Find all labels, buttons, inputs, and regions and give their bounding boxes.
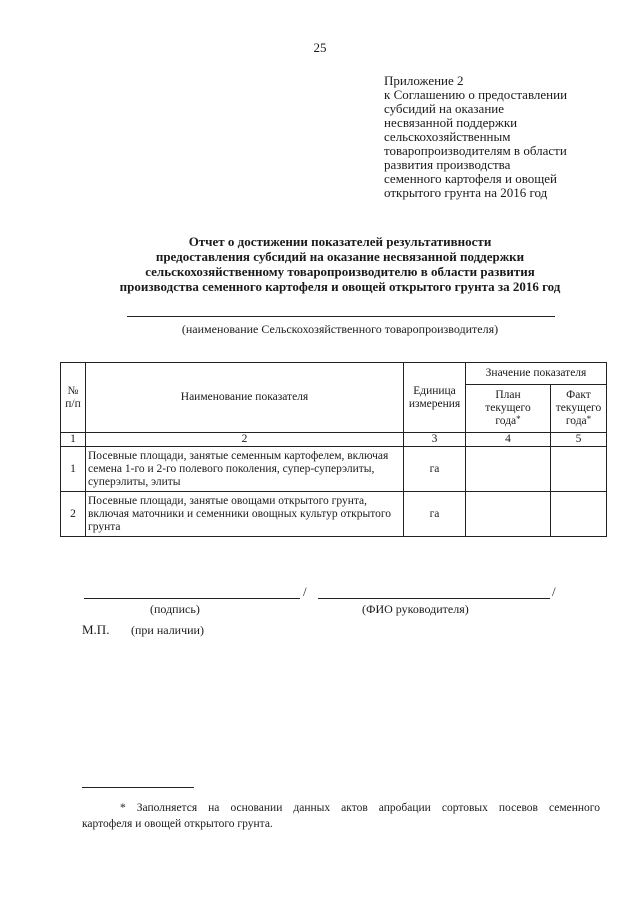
signature-caption: (подпись) <box>150 602 200 616</box>
row-unit: га <box>404 492 466 537</box>
report-title-line: сельскохозяйственному товаропроизводителю в области развития <box>145 264 535 279</box>
producer-name-field[interactable] <box>127 316 555 317</box>
appendix-line: сельскохозяйственным <box>384 129 511 144</box>
row-number: 2 <box>61 492 86 537</box>
row-fact-cell[interactable] <box>551 447 607 492</box>
producer-caption: (наименование Сельскохозяйственного товаропроизводителя) <box>181 322 499 336</box>
slash-separator: / <box>552 584 556 599</box>
signature-field[interactable] <box>84 598 300 599</box>
stamp-label: М.П. <box>82 622 110 637</box>
director-name-field[interactable] <box>318 598 550 599</box>
report-title-line: производства семенного картофеля и овощей открытого грунта за 2016 год <box>119 279 561 294</box>
row-indicator-name: Посевные площади, занятые овощами открытого грунта, включая маточники и семенники овощных культур открытого грунта <box>86 492 404 537</box>
report-title-line: Отчет о достижении показателей результативности <box>188 234 492 249</box>
row-unit: га <box>404 447 466 492</box>
row-indicator-name: Посевные площади, занятые семенным картофелем, включая семена 1-го и 2-го полевого поколения, супер-суперэлиты, суперэлиты, элиты <box>86 447 404 492</box>
table-row <box>61 447 607 492</box>
row-fact-cell[interactable] <box>551 492 607 537</box>
appendix-line: открытого грунта на 2016 год <box>384 185 548 200</box>
appendix-line: к Соглашению о предоставлении <box>384 87 568 102</box>
director-name-caption: (ФИО руководителя) <box>362 602 469 616</box>
appendix-line: субсидий на оказание <box>384 101 505 116</box>
report-title <box>60 234 620 294</box>
report-title-line: предоставления субсидий на оказание несвязанной поддержки <box>155 249 525 264</box>
table-row <box>61 492 607 537</box>
row-number: 1 <box>61 447 86 492</box>
stamp-note: (при наличии) <box>131 623 204 637</box>
appendix-line: семенного картофеля и овощей <box>384 171 557 186</box>
footnote-divider <box>82 787 194 788</box>
page-number: 25 <box>313 40 327 55</box>
appendix-line: несвязанной поддержки <box>384 115 518 130</box>
row-plan-cell[interactable] <box>466 492 551 537</box>
header-plan: План текущего года* <box>466 385 551 433</box>
appendix-line: Приложение 2 <box>384 73 464 88</box>
column-number: 5 <box>551 433 607 447</box>
column-number: 4 <box>466 433 551 447</box>
header-name: Наименование показателя <box>86 363 404 433</box>
column-number: 3 <box>404 433 466 447</box>
slash-separator: / <box>303 584 307 599</box>
footnote <box>82 800 600 832</box>
appendix-line: развития производства <box>384 157 511 172</box>
footnote-line: * Заполняется на основании данных актов апробации сортовых посевов семенного <box>120 802 600 814</box>
header-value-group: Значение показателя <box>466 363 607 385</box>
header-fact: Факт текущего года* <box>551 385 607 433</box>
header-unit: Единица измерения <box>404 363 466 433</box>
appendix-note <box>384 74 624 200</box>
column-number: 1 <box>61 433 86 447</box>
indicators-table <box>60 362 607 537</box>
appendix-line: товаропроизводителям в области <box>384 143 567 158</box>
column-numbers-row <box>61 433 607 447</box>
header-number: № п/п <box>61 363 86 433</box>
column-number: 2 <box>86 433 404 447</box>
row-plan-cell[interactable] <box>466 447 551 492</box>
footnote-line: картофеля и овощей открытого грунта. <box>82 818 273 830</box>
